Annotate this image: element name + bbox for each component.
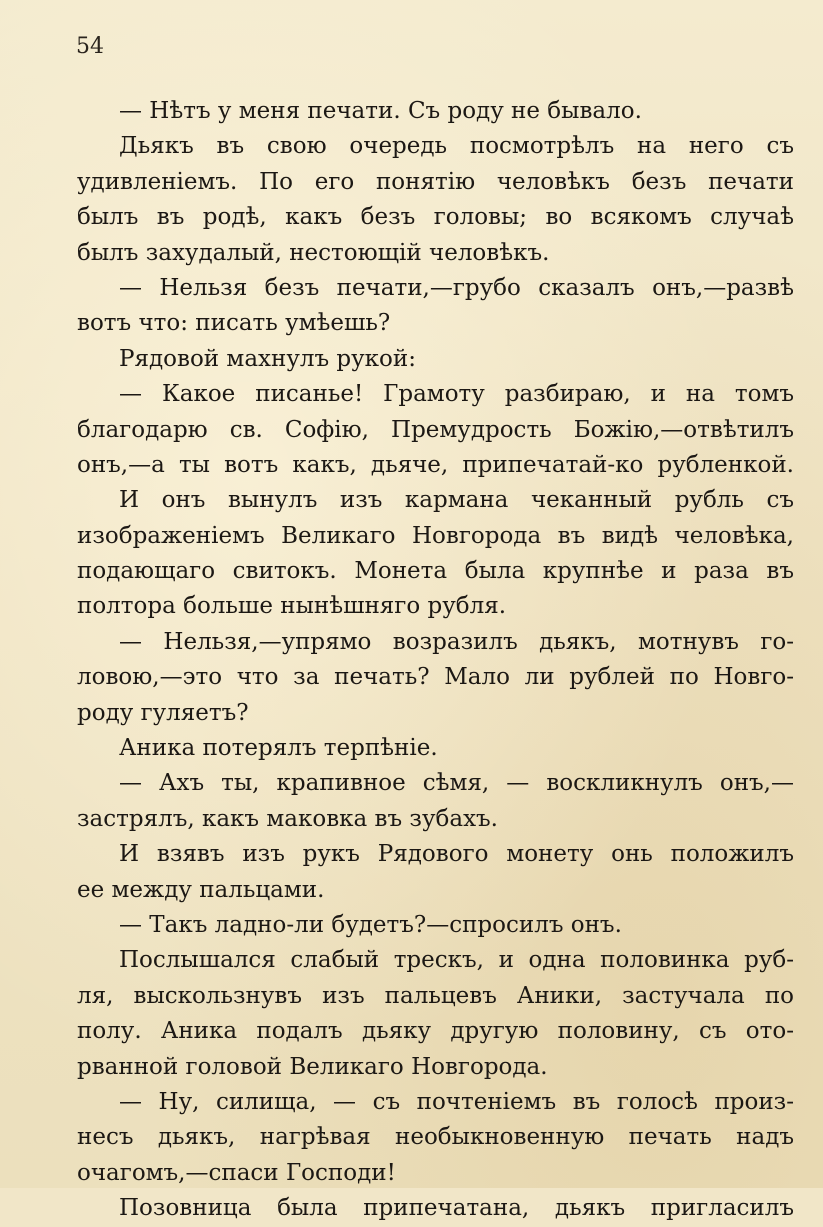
text-line: несъ дьякъ, нагрѣвая необыкновенную печать надъ: [77, 1124, 794, 1151]
page-number: 54: [76, 34, 104, 59]
text-line: Послышался слабый трескъ, и одна половинка руб-: [119, 947, 794, 974]
text-line: рванной головой Великаго Новгорода.: [77, 1053, 548, 1080]
text-line: роду гуляетъ?: [77, 699, 249, 726]
text-line: — Ну, силища, — съ почтеніемъ въ голосѣ произ-: [119, 1088, 794, 1115]
text-line: онъ,—а ты вотъ какъ, дьяче, припечатай-ко рубленкой.: [77, 451, 794, 478]
text-line: Рядовой махнулъ рукой:: [119, 345, 416, 372]
text-line: полу. Аника подалъ дьяку другую половину, съ ото-: [77, 1018, 794, 1045]
text-line: — Нельзя безъ печати,—грубо сказалъ онъ,—развѣ: [119, 274, 794, 301]
text-line: Дьякъ въ свою очередь посмотрѣлъ на него съ: [119, 133, 794, 160]
text-line: — Такъ ладно-ли будетъ?—спросилъ онъ.: [119, 911, 622, 938]
text-line: — Нельзя,—упрямо возразилъ дьякъ, мотнувъ го-: [119, 628, 794, 655]
text-line: очагомъ,—спаси Господи!: [77, 1159, 396, 1186]
text-line: застрялъ, какъ маковка въ зубахъ.: [77, 805, 498, 832]
body-text: [77, 94, 794, 1227]
text-line: ля, выскользнувъ изъ пальцевъ Аники, застучала по: [77, 982, 794, 1009]
text-line: И онъ вынулъ изъ кармана чеканный рубль съ: [119, 487, 794, 514]
text-line: Позовница была припечатана, дьякъ пригласилъ: [119, 1195, 794, 1222]
text-line: изображеніемъ Великаго Новгорода въ видѣ человѣка,: [77, 522, 794, 549]
text-line: полтора больше нынѣшняго рубля.: [77, 593, 507, 620]
text-line: ловою,—это что за печать? Мало ли рублей по Новго-: [77, 664, 794, 691]
text-line: ее между пальцами.: [77, 876, 325, 903]
text-line: былъ въ родѣ, какъ безъ головы; во всякомъ случаѣ: [77, 204, 794, 231]
text-line: Аника потерялъ терпѣніе.: [119, 735, 438, 762]
text-line: — Ахъ ты, крапивное сѣмя, — воскликнулъ онъ,—: [119, 770, 794, 797]
text-line: былъ захудалый, нестоющій человѣкъ.: [77, 239, 550, 266]
text-line: благодарю св. Софію, Премудрость Божію,—отвѣтилъ: [77, 416, 794, 443]
text-line: — Какое писанье! Грамоту разбираю, и на томъ: [119, 381, 794, 408]
text-line: удивленіемъ. По его понятію человѣкъ безъ печати: [77, 168, 794, 195]
text-line: — Нѣтъ у меня печати. Съ роду не бывало.: [119, 98, 642, 124]
text-line: вотъ что: писать умѣешь?: [77, 310, 391, 337]
text-line: И взявъ изъ рукъ Рядового монету онь положилъ: [119, 841, 794, 868]
text-line: подающаго свитокъ. Монета была крупнѣе и раза въ: [77, 558, 794, 585]
